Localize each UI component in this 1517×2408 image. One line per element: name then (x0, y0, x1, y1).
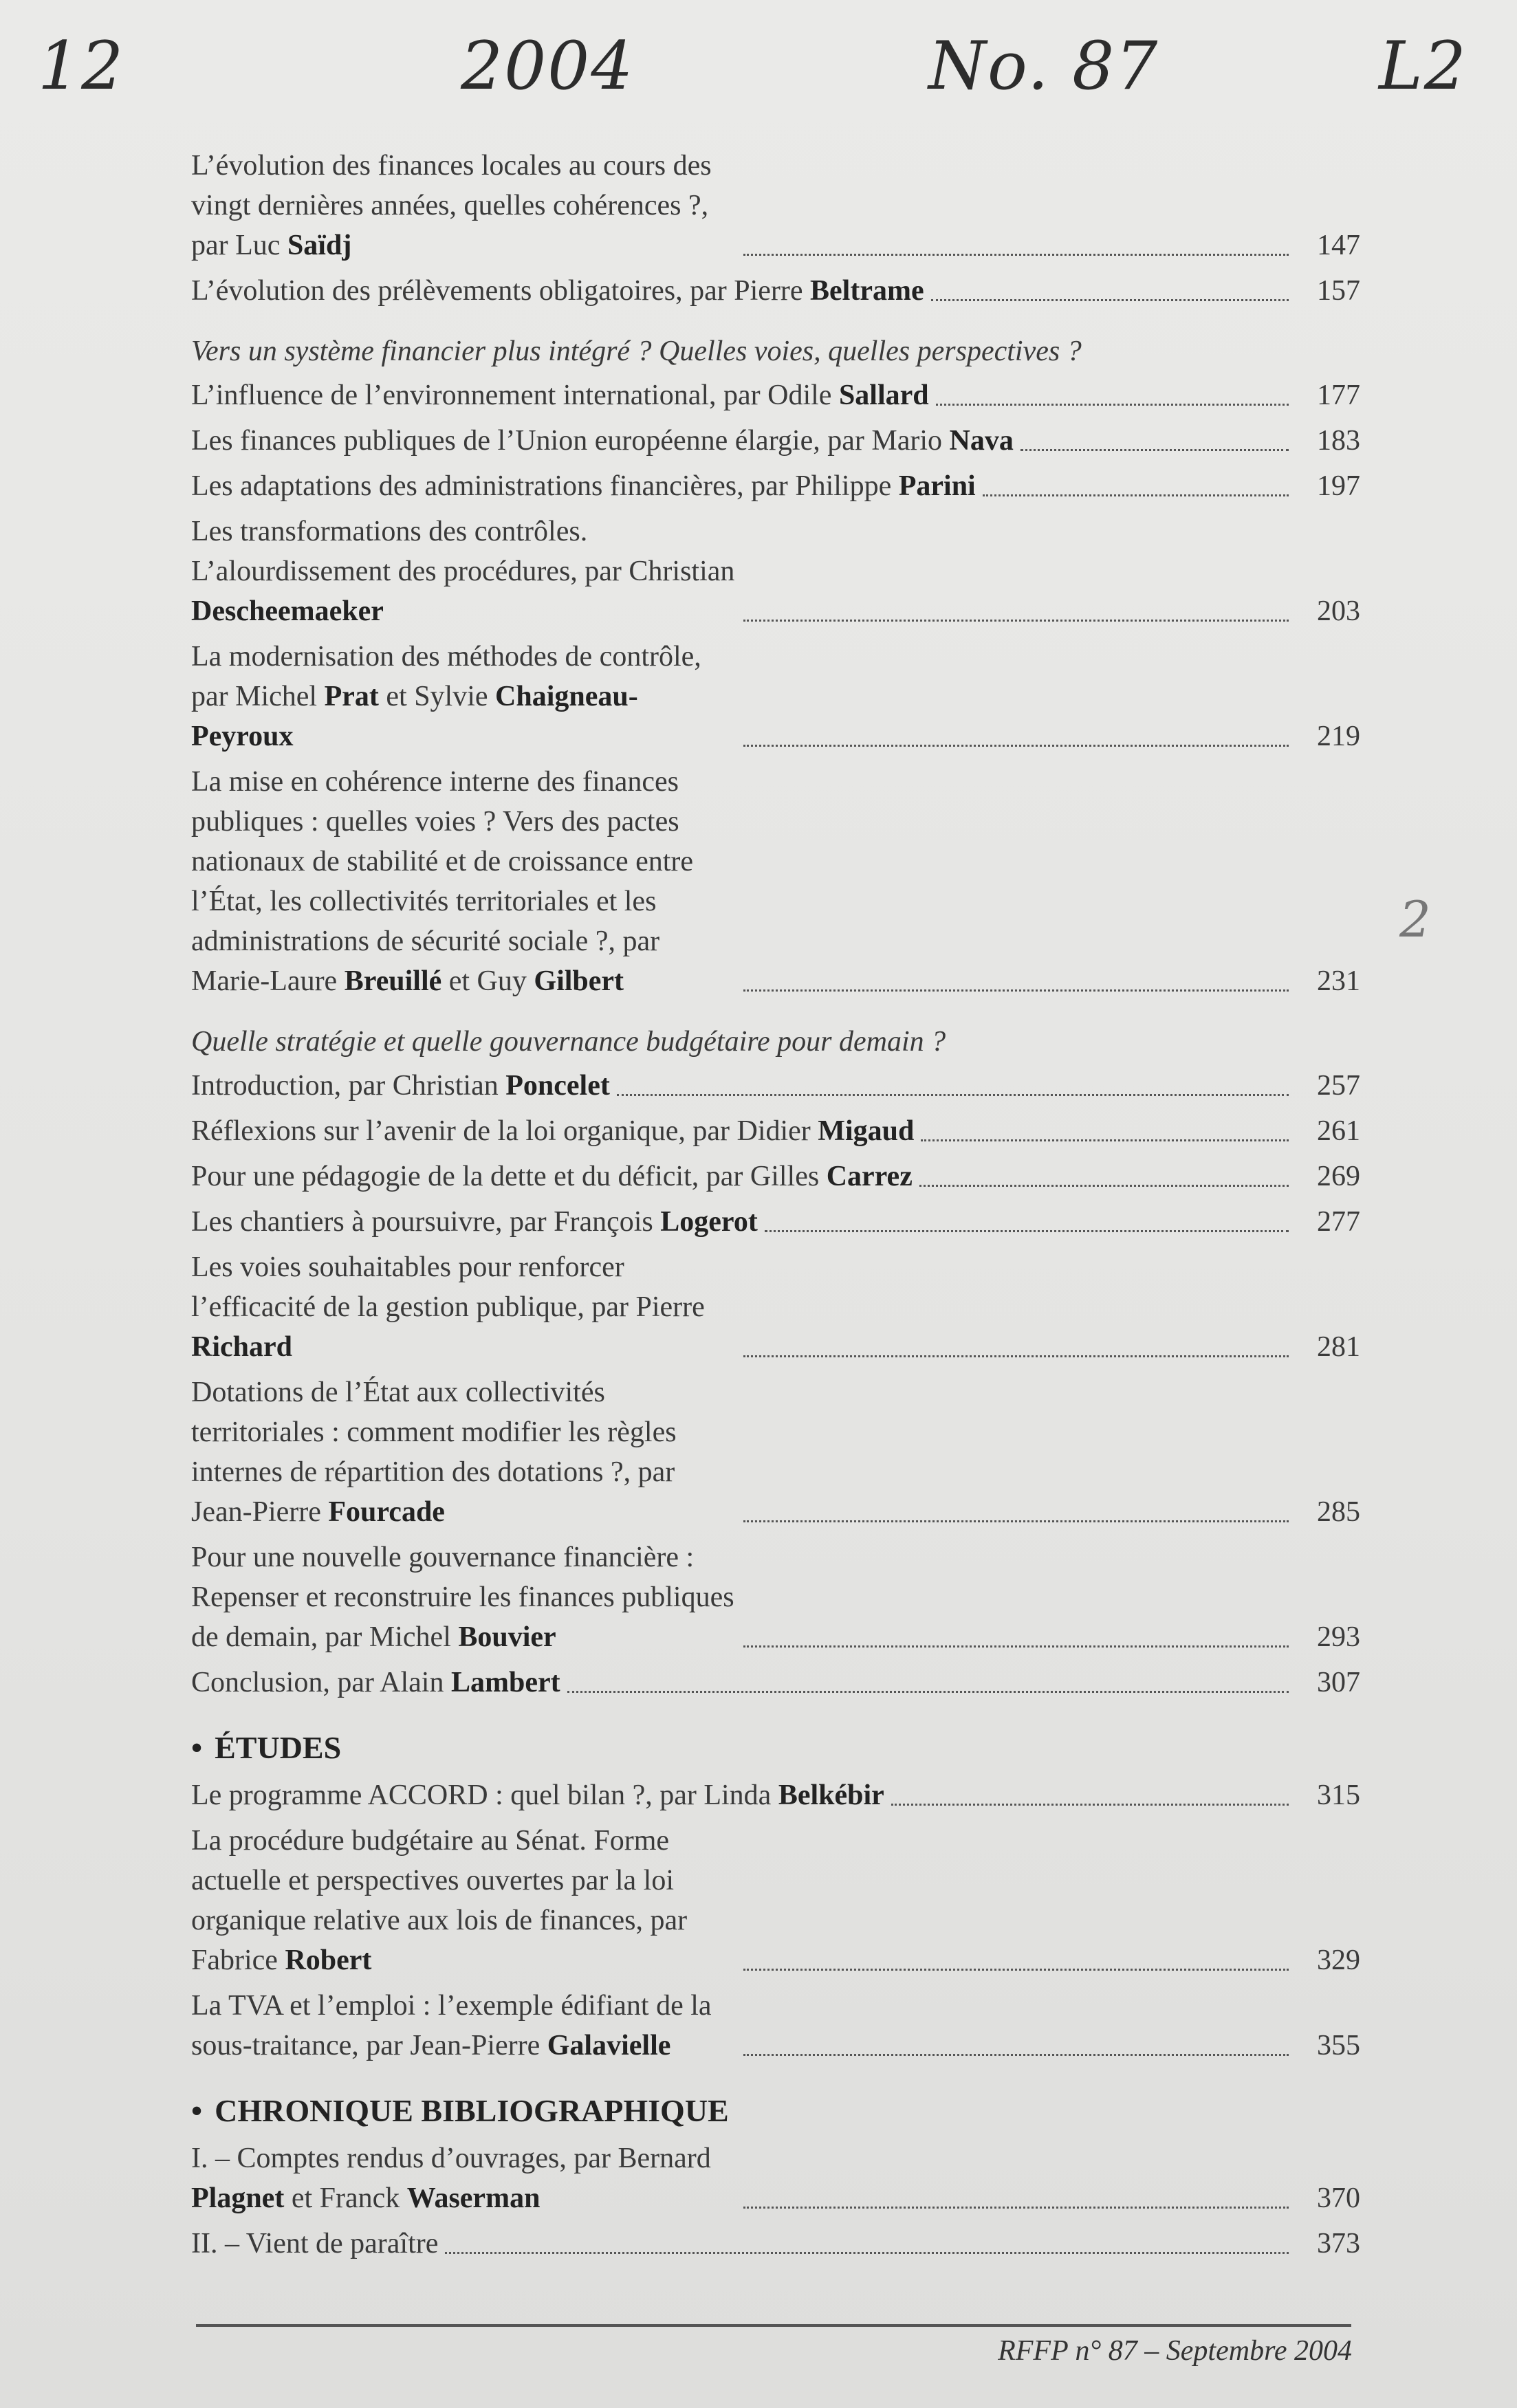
dot-leader (743, 989, 1289, 992)
page-number: 293 (1317, 1621, 1360, 1653)
toc-entry: La mise en cohérence interne des finances publiques : quelles voies ? Vers des pactes nationaux de stabilité et de croissance entre l’État, les collectivités territoriales et les administrations de sécurité sociale ?, par Marie-Laure Breuillé et Guy Gilbert 231 (191, 762, 1360, 1001)
dot-leader (743, 1969, 1289, 1971)
handwritten-note-4: L2 (1379, 28, 1467, 105)
handwritten-note-2: 2004 (461, 28, 635, 105)
page-number: 257 (1317, 1070, 1360, 1102)
toc-entry: Les chantiers à poursuivre, par François Logerot 277 (191, 1202, 1360, 1242)
author-name: Prat (324, 681, 379, 712)
toc-entry: Les voies souhaitables pour renforcer l’efficacité de la gestion publique, par Pierre Richard 281 (191, 1247, 1360, 1367)
heading-chronique: • CHRONIQUE BIBLIOGRAPHIQUE (191, 2093, 729, 2128)
author-name: Logerot (660, 1206, 758, 1238)
author-name: Galavielle (547, 2030, 671, 2061)
author-name: Waserman (406, 2182, 541, 2214)
toc-entry: II. – Vient de paraître 373 (191, 2224, 1360, 2264)
dot-leader (743, 2054, 1289, 2056)
page-number: 219 (1317, 721, 1360, 752)
footer-citation: RFFP n° 87 – Septembre 2004 (998, 2335, 1352, 2367)
author-name: Robert (285, 1945, 372, 1976)
dot-leader (743, 1645, 1289, 1648)
section-heading: Quelle stratégie et quelle gouvernance budgétaire pour demain ? (191, 1026, 946, 1058)
page-number: 281 (1317, 1331, 1360, 1363)
dot-leader (743, 1355, 1289, 1357)
page-number: 177 (1317, 380, 1360, 411)
author-name: Bouvier (458, 1621, 556, 1653)
dot-leader (743, 1520, 1289, 1522)
page-number: 315 (1317, 1780, 1360, 1811)
toc-entry: La modernisation des méthodes de contrôle, par Michel Prat et Sylvie Chaigneau-Peyroux 219 (191, 637, 1360, 756)
author-name: Plagnet (191, 2182, 285, 2214)
author-name: Fourcade (328, 1496, 445, 1528)
page-number: 183 (1317, 425, 1360, 457)
page-number: 277 (1317, 1206, 1360, 1238)
section-heading: Vers un système financier plus intégré ? Quelles voies, quelles perspectives ? (191, 336, 1082, 367)
page-number: 197 (1317, 470, 1360, 502)
page-number: 203 (1317, 595, 1360, 627)
dot-leader (983, 494, 1289, 496)
toc-entry: I. – Comptes rendus d’ouvrages, par Bernard Plagnet et Franck Waserman 370 (191, 2138, 1360, 2218)
author-name: Poncelet (505, 1070, 610, 1102)
dot-leader (445, 2252, 1289, 2254)
author-name: Nava (949, 425, 1014, 457)
toc-entry: Réflexions sur l’avenir de la loi organique, par Didier Migaud 261 (191, 1111, 1360, 1151)
dot-leader (921, 1139, 1289, 1141)
toc-entry: Pour une pédagogie de la dette et du déficit, par Gilles Carrez 269 (191, 1157, 1360, 1196)
dot-leader (1021, 449, 1289, 451)
toc-entry: La procédure budgétaire au Sénat. Forme actuelle et perspectives ouvertes par la loi organique relative aux lois de finances, par Fabrice Robert 329 (191, 1821, 1360, 1980)
page-number: 285 (1317, 1496, 1360, 1528)
dot-leader (936, 404, 1289, 406)
author-name: Carrez (826, 1161, 913, 1192)
bullet-icon: • (191, 2093, 203, 2128)
footer-rule (196, 2324, 1351, 2327)
handwritten-note-1: 12 (38, 28, 125, 105)
toc-entry: Les adaptations des administrations financières, par Philippe Parini 197 (191, 466, 1360, 506)
page-number: 269 (1317, 1161, 1360, 1192)
dot-leader (919, 1185, 1289, 1187)
author-name: Breuillé (344, 965, 442, 997)
toc-entry: Les transformations des contrôles. L’alourdissement des procédures, par Christian Descheemaeker 203 (191, 512, 1360, 631)
page-number: 355 (1317, 2030, 1360, 2061)
author-name: Chaigneau-Peyroux (191, 681, 638, 752)
author-name: Belkébir (778, 1780, 884, 1811)
handwritten-note-3: No. 87 (928, 28, 1159, 105)
dot-leader (743, 745, 1289, 747)
author-name: Migaud (818, 1115, 915, 1147)
dot-leader (765, 1230, 1289, 1232)
author-name: Lambert (450, 1667, 560, 1698)
page-number: 157 (1317, 275, 1360, 307)
toc-entry: Conclusion, par Alain Lambert 307 (191, 1663, 1360, 1703)
dot-leader (743, 254, 1289, 256)
toc-entry: Pour une nouvelle gouvernance financière : Repenser et reconstruire les finances publiques de demain, par Michel Bouvier 293 (191, 1537, 1360, 1657)
dot-leader (743, 620, 1289, 622)
page-number: 373 (1317, 2228, 1360, 2259)
toc-entry: Dotations de l’État aux collectivités territoriales : comment modifier les règles internes de répartition des dotations ?, par Jean-Pierre Fourcade 285 (191, 1372, 1360, 1532)
toc-entry: Le programme ACCORD : quel bilan ?, par Linda Belkébir 315 (191, 1775, 1360, 1815)
author-name: Descheemaeker (191, 595, 384, 627)
toc-entry: L’influence de l’environnement international, par Odile Sallard 177 (191, 375, 1360, 415)
heading-etudes: • ÉTUDES (191, 1730, 342, 1765)
toc-entry: L’évolution des finances locales au cours des vingt dernières années, quelles cohérences ?, par Luc Saïdj 147 (191, 146, 1360, 265)
page-number: 147 (1317, 230, 1360, 261)
dot-leader (743, 2207, 1289, 2209)
author-name: Richard (191, 1331, 292, 1363)
toc-entry: L’évolution des prélèvements obligatoires, par Pierre Beltrame 157 (191, 271, 1360, 311)
toc-entry: La TVA et l’emploi : l’exemple édifiant de la sous-traitance, par Jean-Pierre Galavielle 355 (191, 1986, 1360, 2066)
table-of-contents (191, 146, 1360, 2269)
page-number: 231 (1317, 965, 1360, 997)
dot-leader (567, 1691, 1289, 1693)
page-number: 370 (1317, 2182, 1360, 2214)
author-name: Gilbert (534, 965, 624, 997)
margin-mark: 2 (1399, 890, 1431, 948)
page-number: 307 (1317, 1667, 1360, 1698)
page-number: 329 (1317, 1945, 1360, 1976)
dot-leader (891, 1804, 1289, 1806)
bullet-icon: • (191, 1730, 203, 1765)
dot-leader (931, 299, 1289, 301)
page-number: 261 (1317, 1115, 1360, 1147)
toc-entry: Introduction, par Christian Poncelet 257 (191, 1066, 1360, 1106)
toc-entry: Les finances publiques de l’Union européenne élargie, par Mario Nava 183 (191, 421, 1360, 461)
author-name: Parini (898, 470, 976, 502)
dot-leader (617, 1094, 1289, 1096)
author-name: Sallard (838, 380, 929, 411)
